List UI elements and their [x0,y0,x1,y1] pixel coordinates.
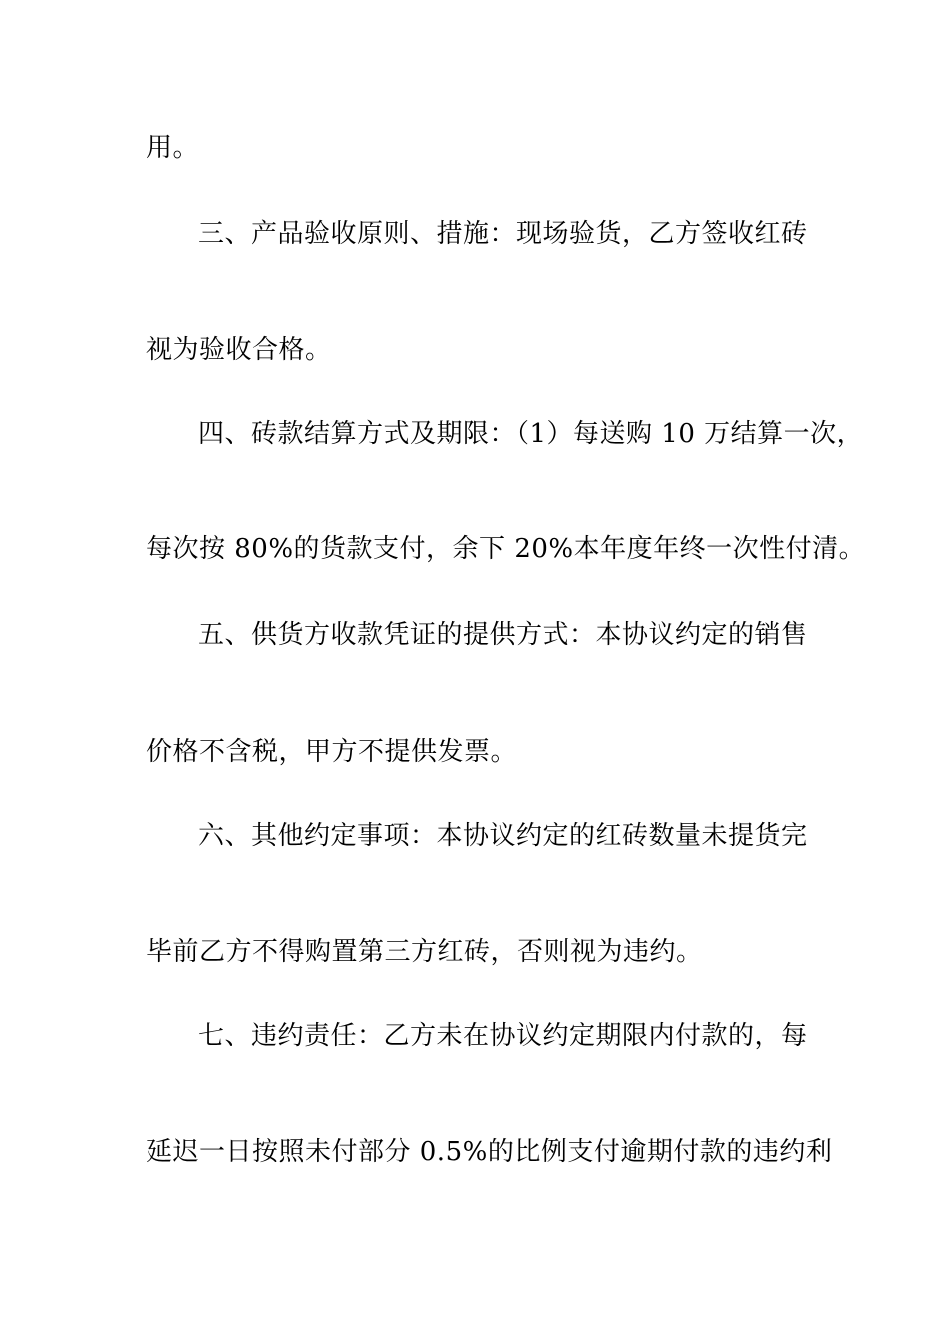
section-heading-5: 五、供货方收款凭证的提供方式：本协议约定的销售 [198,620,808,650]
text-line: 价格不含税，甲方不提供发票。 [146,737,518,767]
text-line: 延迟一日按照未付部分 0.5%的比例支付逾期付款的违约利 [146,1137,833,1167]
section-heading-6: 六、其他约定事项：本协议约定的红砖数量未提货完 [198,821,808,851]
section-heading-4: 四、砖款结算方式及期限：（1）每送购 10 万结算一次， [198,419,864,449]
text-line: 毕前乙方不得购置第三方红砖，否则视为违约。 [146,937,703,967]
text-line: 用。 [146,133,200,163]
section-heading-3: 三、产品验收原则、措施：现场验货，乙方签收红砖 [198,219,808,249]
text-line: 视为验收合格。 [146,335,332,365]
text-line: 每次按 80%的货款支付，余下 20%本年度年终一次性付清。 [146,534,866,564]
section-heading-7: 七、违约责任：乙方未在协议约定期限内付款的，每 [198,1021,808,1051]
